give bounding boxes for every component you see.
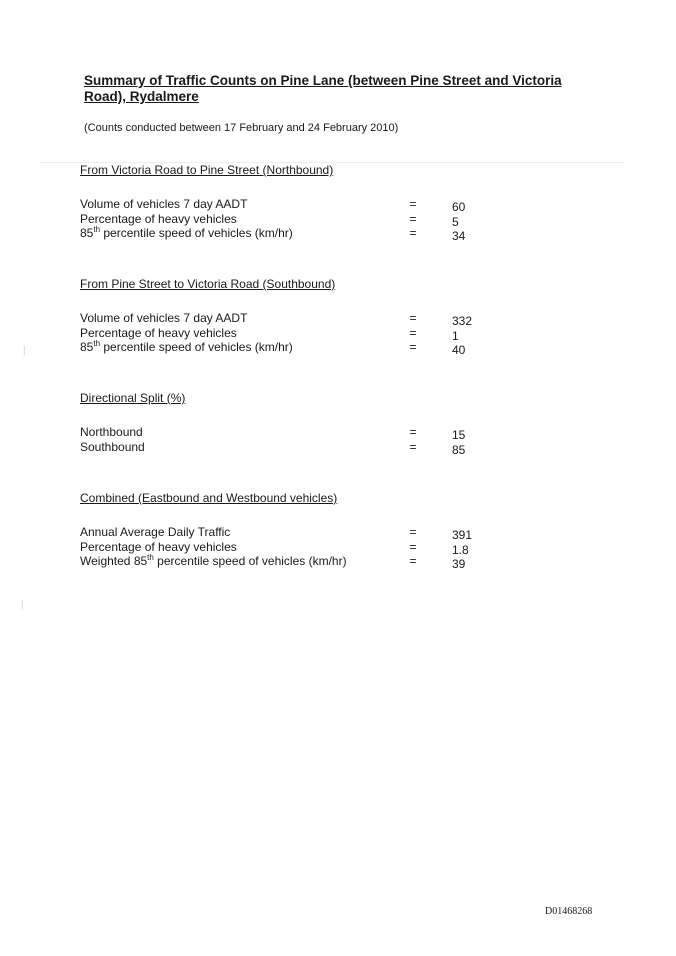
equals-sign: =	[409, 425, 417, 439]
section-combined	[80, 491, 500, 569]
table-row	[80, 440, 500, 455]
page-title: Summary of Traffic Counts on Pine Lane (between Pine Street and Victoria Road), Rydalmere	[84, 73, 562, 104]
table-row	[80, 540, 500, 555]
row-value: 332	[452, 314, 473, 328]
row-label: 85th percentile speed of vehicles (km/hr)	[80, 225, 293, 240]
row-label: Percentage of heavy vehicles	[80, 539, 237, 554]
row-label: Percentage of heavy vehicles	[80, 211, 237, 226]
equals-sign: =	[409, 539, 417, 554]
scan-speck: │	[20, 600, 25, 609]
equals-sign: =	[409, 197, 417, 211]
table-row	[80, 326, 500, 341]
row-label: Annual Average Daily Traffic	[80, 525, 231, 539]
row-value: 34	[452, 229, 466, 243]
document-id: D01468268	[545, 906, 593, 917]
row-label: 85th percentile speed of vehicles (km/hr)	[80, 339, 293, 354]
section-directional-split	[80, 391, 500, 457]
section-heading: From Victoria Road to Pine Street (Northbound)	[80, 163, 334, 177]
section-southbound	[80, 277, 500, 355]
equals-sign: =	[409, 554, 417, 568]
row-label: Volume of vehicles 7 day AADT	[80, 197, 248, 211]
row-value: 85	[452, 442, 466, 457]
row-label: Percentage of heavy vehicles	[80, 325, 237, 340]
page-subtitle: (Counts conducted between 17 February and 24 February 2010)	[84, 122, 399, 134]
table-row	[80, 197, 500, 212]
row-label: Southbound	[80, 439, 145, 454]
table-row	[80, 525, 500, 540]
row-value: 5	[452, 214, 459, 229]
scan-speck: │	[22, 346, 27, 355]
table-row	[80, 226, 500, 241]
row-label: Weighted 85th percentile speed of vehicles (km/hr)	[80, 553, 347, 568]
equals-sign: =	[409, 211, 417, 226]
row-value: 15	[452, 428, 466, 442]
equals-sign: =	[409, 525, 417, 539]
row-label: Volume of vehicles 7 day AADT	[80, 311, 248, 325]
row-value: 1	[452, 328, 459, 343]
table-row	[80, 340, 500, 355]
row-value: 60	[452, 200, 466, 214]
table-row	[80, 212, 500, 227]
row-value: 391	[452, 528, 473, 542]
table-row	[80, 554, 500, 569]
equals-sign: =	[409, 439, 417, 454]
equals-sign: =	[409, 226, 417, 240]
section-heading: Directional Split (%)	[80, 391, 186, 405]
equals-sign: =	[409, 340, 417, 354]
row-label: Northbound	[80, 425, 143, 439]
section-northbound	[80, 163, 500, 241]
row-value: 1.8	[452, 542, 469, 557]
equals-sign: =	[409, 311, 417, 325]
equals-sign: =	[409, 325, 417, 340]
table-row	[80, 311, 500, 326]
row-value: 40	[452, 343, 466, 357]
table-row	[80, 425, 500, 440]
section-heading: From Pine Street to Victoria Road (Southbound)	[80, 277, 336, 291]
row-value: 39	[452, 557, 466, 571]
section-heading: Combined (Eastbound and Westbound vehicles)	[80, 491, 338, 505]
